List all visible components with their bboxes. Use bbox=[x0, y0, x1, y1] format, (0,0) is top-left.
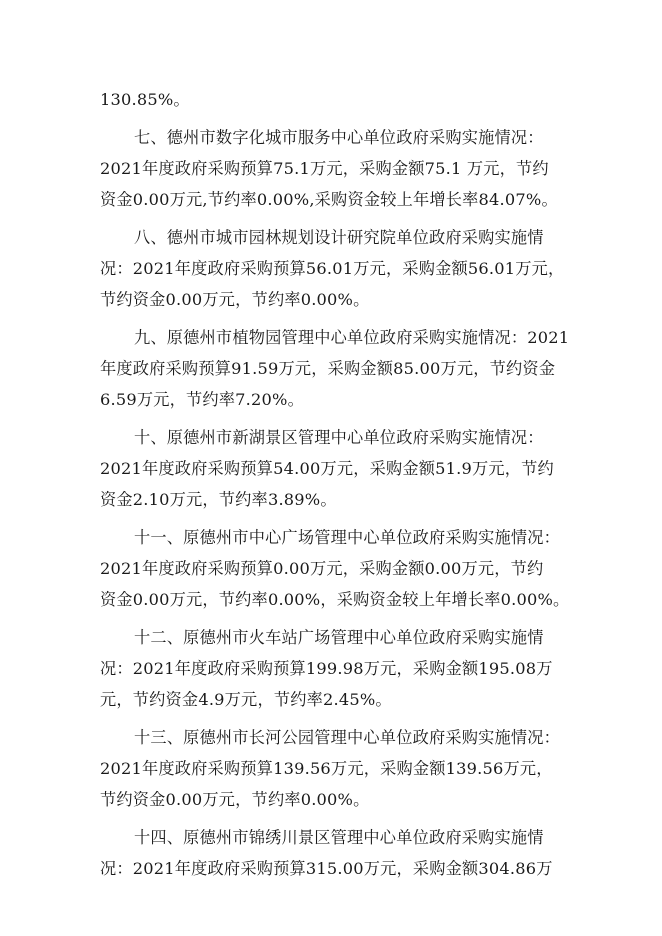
text-line: 况：2021年度政府采购预算315.00万元，采购金额304.86万 bbox=[100, 859, 553, 878]
paragraph-heading-11: 十一、原德州市中心广场管理中心单位政府采购实施情况： bbox=[134, 528, 561, 547]
paragraph-heading-14: 十四、原德州市锦绣川景区管理中心单位政府采购实施情 bbox=[134, 828, 544, 847]
paragraph-heading-7: 七、德州市数字化城市服务中心单位政府采购实施情况： bbox=[134, 128, 544, 147]
text-line: 130.85%。 bbox=[100, 90, 190, 109]
text-line: 2021年度政府采购预算139.56万元，采购金额139.56万元， bbox=[100, 759, 553, 778]
text-line: 2021年度政府采购预算54.00万元，采购金额51.9万元，节约 bbox=[100, 459, 554, 478]
text-line: 元，节约资金4.9万元，节约率2.45%。 bbox=[100, 690, 392, 709]
text-line: 年度政府采购预算91.59万元，采购金额85.00万元，节约资金 bbox=[100, 359, 556, 378]
paragraph-heading-8: 八、德州市城市园林规划设计研究院单位政府采购实施情 bbox=[134, 228, 544, 247]
text-line: 2021年度政府采购预算0.00万元，采购金额0.00万元，节约 bbox=[100, 559, 544, 578]
paragraph-heading-12: 十二、原德州市火车站广场管理中心单位政府采购实施情 bbox=[134, 628, 544, 647]
text-line: 节约资金0.00万元，节约率0.00%。 bbox=[100, 790, 370, 809]
text-line: 资金0.00万元,节约率0.00%,采购资金较上年增长率84.07%。 bbox=[100, 190, 558, 209]
text-line: 资金0.00万元，节约率0.00%，采购资金较上年增长率0.00%。 bbox=[100, 590, 570, 609]
text-line: 6.59万元，节约率7.20%。 bbox=[100, 390, 304, 409]
text-line: 节约资金0.00万元，节约率0.00%。 bbox=[100, 290, 370, 309]
text-line: 2021年度政府采购预算75.1万元，采购金额75.1 万元，节约 bbox=[100, 159, 549, 178]
paragraph-heading-10: 十、原德州市新湖景区管理中心单位政府采购实施情况： bbox=[134, 428, 544, 447]
paragraph-heading-13: 十三、原德州市长河公园管理中心单位政府采购实施情况： bbox=[134, 728, 561, 747]
text-line: 况：2021年度政府采购预算56.01万元，采购金额56.01万元， bbox=[100, 259, 565, 278]
body-text bbox=[100, 84, 572, 884]
text-line: 资金2.10万元，节约率3.89%。 bbox=[100, 490, 337, 509]
paragraph-heading-9: 九、原德州市植物园管理中心单位政府采购实施情况：2021 bbox=[134, 328, 570, 347]
text-line: 况：2021年度政府采购预算199.98万元，采购金额195.08万 bbox=[100, 659, 553, 678]
